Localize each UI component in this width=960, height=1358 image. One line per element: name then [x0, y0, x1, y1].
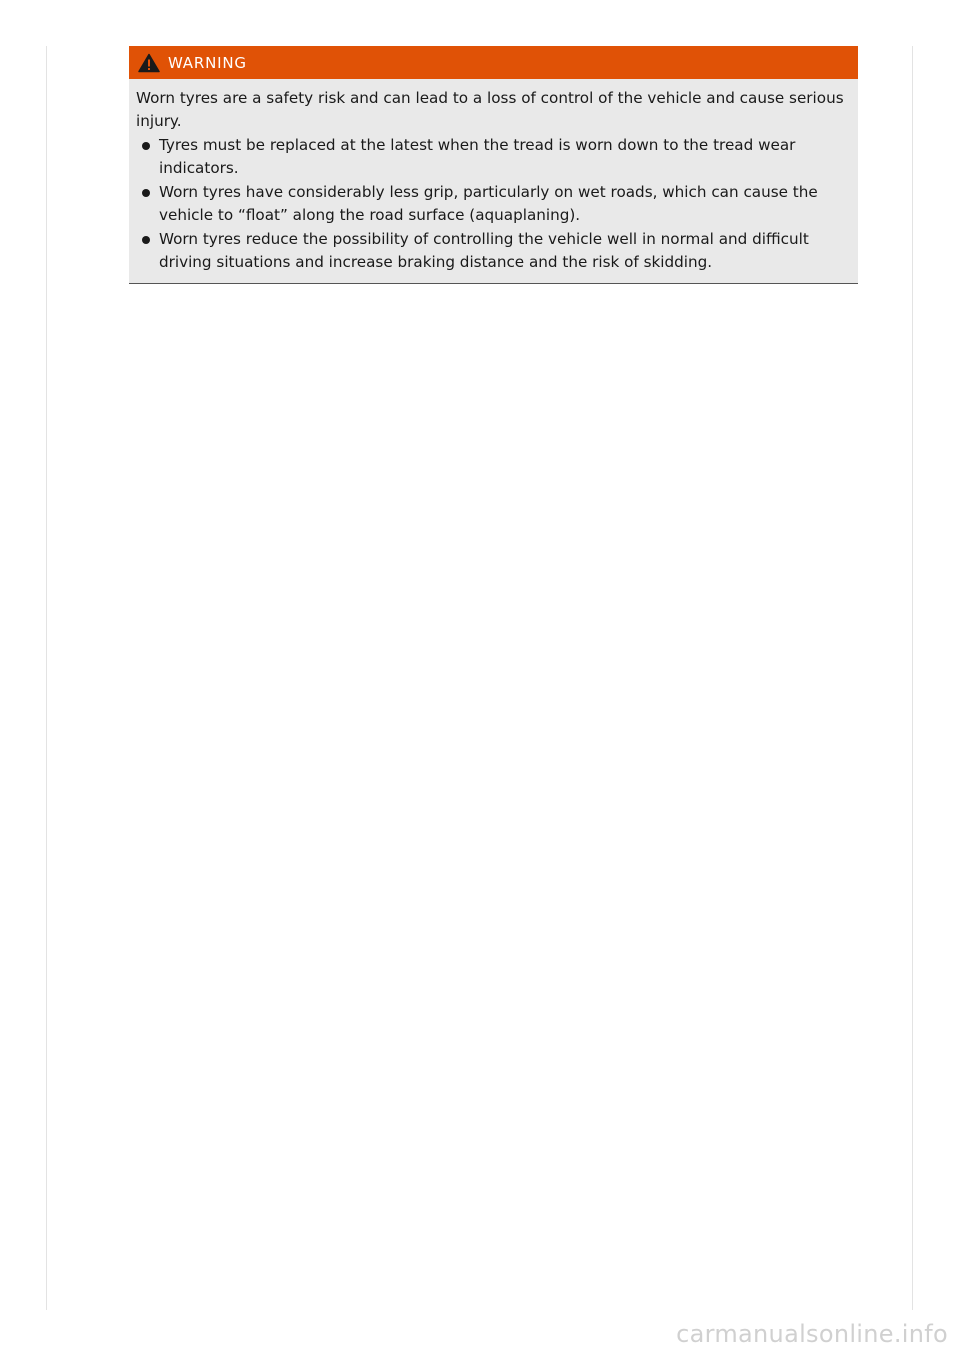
- warning-box: [129, 46, 858, 284]
- page-margin-rule-left: [46, 46, 47, 1310]
- bullet-text: Worn tyres reduce the possibility of controlling the vehicle well in normal and difficult driving situations and increase braking distance and the risk of skidding.: [159, 230, 809, 271]
- warning-body: [129, 79, 858, 283]
- bullet-text: Tyres must be replaced at the latest when the tread is worn down to the tread wear indicators.: [159, 136, 796, 177]
- warning-title: WARNING: [168, 53, 247, 72]
- list-item: [136, 134, 848, 180]
- watermark-text: carmanualsonline.info: [676, 1320, 948, 1348]
- list-item: [136, 181, 848, 227]
- warning-triangle-icon: [138, 53, 160, 73]
- list-item: [136, 228, 848, 274]
- warning-header: [129, 46, 858, 79]
- bullet-icon: [142, 236, 150, 244]
- bullet-text: Worn tyres have considerably less grip, particularly on wet roads, which can cause the vehicle to “float” along the road surface (aquaplaning).: [159, 183, 818, 224]
- page-margin-rule-right: [912, 46, 913, 1310]
- warning-intro-text: Worn tyres are a safety risk and can lead to a loss of control of the vehicle and cause serious injury.: [136, 89, 844, 130]
- bullet-icon: [142, 142, 150, 150]
- bullet-icon: [142, 189, 150, 197]
- warning-bullet-list: [136, 134, 848, 274]
